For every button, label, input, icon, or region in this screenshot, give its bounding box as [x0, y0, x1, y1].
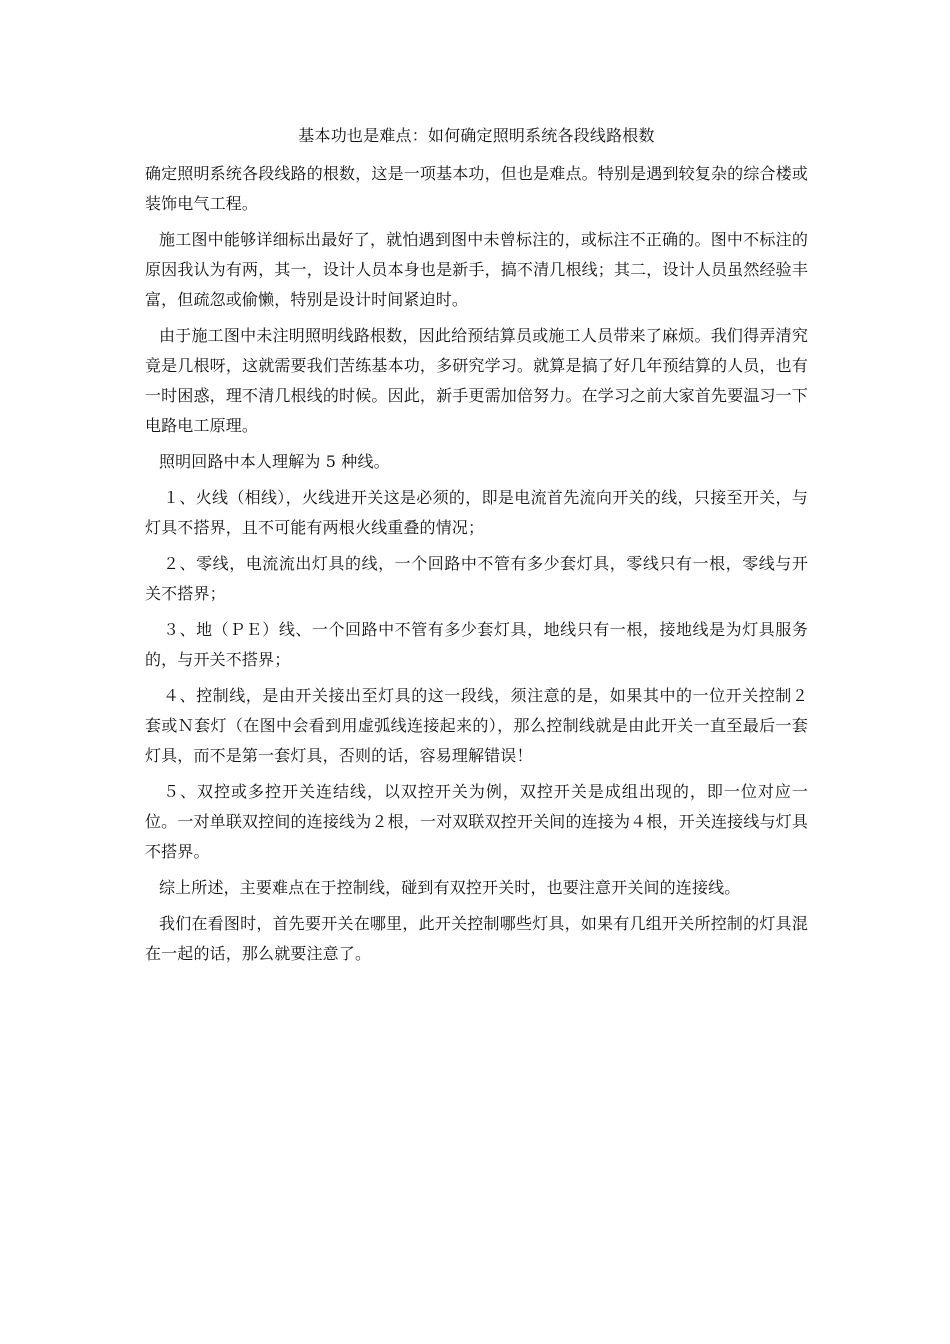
paragraph-trouble: 由于施工图中未注明照明线路根数，因此给预结算员或施工人员带来了麻烦。我们得弄清究竟是几根呀，这就需要我们苦练基本功，多研究学习。就算是搞了好几年预结算的人员，也有一时困惑，理不清几根线的时候。因此，新手更需加倍努力。在学习之前大家首先要温习一下电路电工原理。: [145, 326, 808, 435]
list-item-ground-wire: ３、地（ＰＥ）线、一个回路中不管有多少套灯具，地线只有一根，接地线是为灯具服务的，与开关不搭界；: [145, 620, 808, 669]
paragraph-intro: 确定照明系统各段线路的根数，这是一项基本功，但也是难点。特别是遇到较复杂的综合楼或装饰电气工程。: [145, 164, 808, 213]
document-title: 基本功也是难点：如何确定照明系统各段线路根数: [298, 126, 655, 145]
paragraph-reading-tip: 我们在看图时，首先要开关在哪里，此开关控制哪些灯具，如果有几组开关所控制的灯具混在一起的话，那么就要注意了。: [145, 914, 808, 963]
list-item-switch-link-wire: ５、双控或多控开关连结线，以双控开关为例，双控开关是成组出现的，即一位对应一位。一对单联双控间的连接线为２根，一对双联双控开关间的连接为４根，开关连接线与灯具不搭界。: [145, 782, 808, 861]
document-body: [145, 121, 808, 975]
list-item-control-wire: ４、控制线，是由开关接出至灯具的这一段线，须注意的是，如果其中的一位开关控制２套或Ｎ套灯（在图中会看到用虚弧线连接起来的），那么控制线就是由此开关一直至最后一套灯具，而不是第一套灯具，否则的话，容易理解错误！: [145, 686, 808, 765]
paragraph-drawing-annotation: 施工图中能够详细标出最好了，就怕遇到图中未曾标注的，或标注不正确的。图中不标注的原因我认为有两，其一，设计人员本身也是新手，搞不清几根线；其二，设计人员虽然经验丰富，但疏忽或偷懒，特别是设计时间紧迫时。: [145, 230, 808, 309]
paragraph-summary: 综上所述，主要难点在于控制线，碰到有双控开关时，也要注意开关间的连接线。: [159, 878, 741, 897]
list-item-neutral-wire: ２、零线，电流流出灯具的线，一个回路中不管有多少套灯具，零线只有一根，零线与开关不搭界；: [145, 554, 808, 603]
list-item-live-wire: １、火线（相线），火线进开关这是必须的，即是电流首先流向开关的线，只接至开关，与灯具不搭界，且不可能有两根火线重叠的情况；: [145, 488, 808, 537]
paragraph-five-wires: 照明回路中本人理解为 5 种线。: [159, 452, 390, 471]
